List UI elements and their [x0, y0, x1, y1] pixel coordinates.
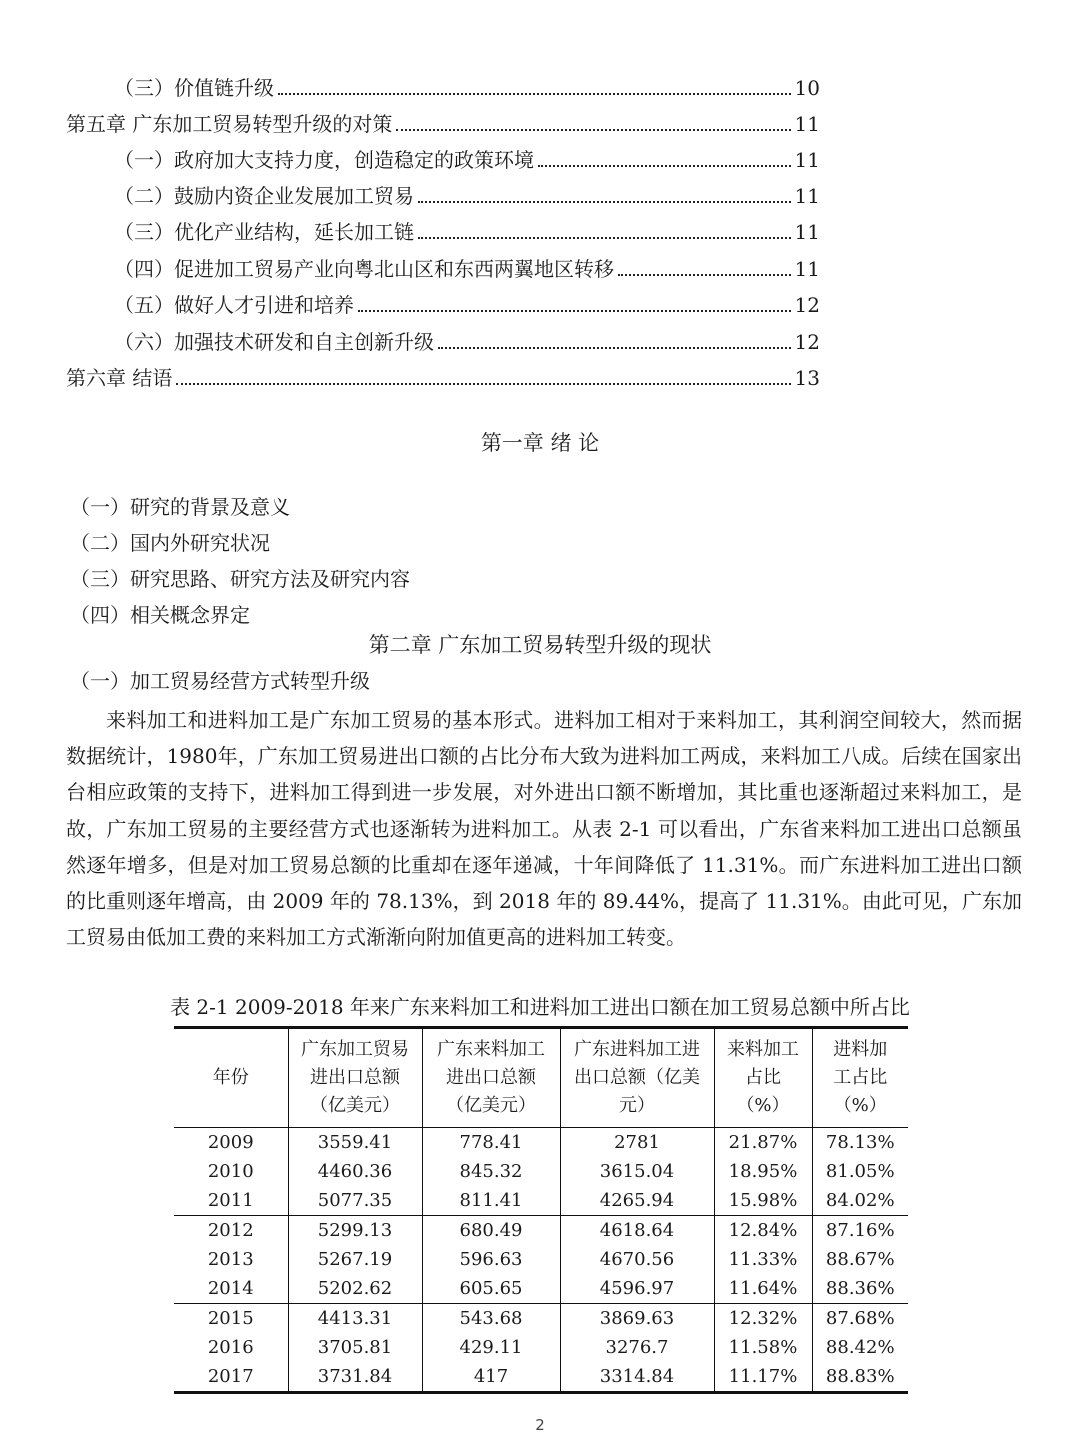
- toc-entry: [0, 108, 820, 138]
- table-cell: 4596.97: [560, 1274, 714, 1304]
- toc-entry-page: 11: [794, 257, 820, 281]
- chapter-1-title: 第一章 绪 论: [480, 431, 600, 455]
- chapter-1-section: （四）相关概念界定: [70, 603, 250, 627]
- table-cell: 2009: [207, 1132, 254, 1153]
- table-cell: 2017: [207, 1366, 254, 1387]
- toc-entry-label: （三）优化产业结构，延长加工链: [114, 220, 414, 244]
- table-cell: 88.83%: [812, 1362, 908, 1393]
- table-cell: 3705.81: [288, 1333, 422, 1362]
- table-cell: 18.95%: [714, 1157, 812, 1186]
- table-cell: 12.32%: [714, 1304, 812, 1334]
- toc-entry-page: 11: [794, 112, 820, 136]
- toc-entry-label: （一）政府加大支持力度，创造稳定的政策环境: [114, 148, 534, 172]
- table-row: [174, 1333, 908, 1362]
- table-cell: 3615.04: [560, 1157, 714, 1186]
- table-cell: 11.17%: [714, 1362, 812, 1393]
- table-cell: 417: [422, 1362, 560, 1393]
- table-cell: 78.13%: [812, 1128, 908, 1158]
- table-cell: 12.84%: [714, 1216, 812, 1246]
- table-cell: 5077.35: [288, 1186, 422, 1216]
- table-cell: 2011: [207, 1190, 254, 1211]
- toc-leader-dots: [358, 310, 791, 312]
- table-cell: 596.63: [422, 1245, 560, 1274]
- toc-leader-dots: [278, 93, 791, 95]
- table-cell: 4413.31: [288, 1304, 422, 1334]
- toc-entry: [0, 253, 820, 283]
- table-cell: 3276.7: [560, 1333, 714, 1362]
- table-cell: 680.49: [422, 1216, 560, 1246]
- page-number: 2: [535, 1416, 545, 1434]
- table-cell: 2014: [207, 1278, 254, 1299]
- table-header-cell: 广东来料加工进出口总额（亿美元）: [422, 1028, 560, 1128]
- table-row: [174, 1216, 908, 1246]
- table-row: [174, 1128, 908, 1158]
- toc-entry-page: 12: [794, 330, 820, 354]
- table-header-cell: 来料加工占比（%）: [714, 1028, 812, 1128]
- table-cell: 2012: [207, 1220, 254, 1241]
- table-cell: 88.42%: [812, 1333, 908, 1362]
- table-cell: 4670.56: [560, 1245, 714, 1274]
- table-cell: 778.41: [422, 1128, 560, 1158]
- table-cell: 811.41: [422, 1186, 560, 1216]
- chapter-2-title: 第二章 广东加工贸易转型升级的现状: [368, 633, 712, 657]
- table-cell: 2781: [560, 1128, 714, 1158]
- toc-entry-label: （三）价值链升级: [114, 76, 274, 100]
- table-cell: 11.33%: [714, 1245, 812, 1274]
- toc-entry-label: （五）做好人才引进和培养: [114, 293, 354, 317]
- table-cell: 2010: [207, 1161, 254, 1182]
- table-cell: 543.68: [422, 1304, 560, 1334]
- toc-entry-label: （二）鼓励内资企业发展加工贸易: [114, 184, 414, 208]
- table-cell: 21.87%: [714, 1128, 812, 1158]
- toc-entry-page: 12: [794, 293, 820, 317]
- toc-entry-page: 11: [794, 184, 820, 208]
- table-header-cell: 进料加工占比（%）: [812, 1028, 908, 1128]
- table-row: [174, 1186, 908, 1216]
- table-cell: 3314.84: [560, 1362, 714, 1393]
- toc-entry-page: 11: [794, 148, 820, 172]
- table-header-cell: 广东进料加工进出口总额（亿美元）: [560, 1028, 714, 1128]
- toc-leader-dots: [438, 347, 791, 349]
- table-cell: 11.64%: [714, 1274, 812, 1304]
- toc-leader-dots: [396, 129, 790, 131]
- toc-entry: [0, 362, 820, 392]
- table-cell: 3869.63: [560, 1304, 714, 1334]
- table-cell: 429.11: [422, 1333, 560, 1362]
- toc-entry-label: （四）促进加工贸易产业向粤北山区和东西两翼地区转移: [114, 257, 614, 281]
- table-cell: 4265.94: [560, 1186, 714, 1216]
- table-row: [174, 1362, 908, 1393]
- toc-leader-dots: [418, 201, 791, 203]
- table-row: [174, 1304, 908, 1334]
- chapter-1-section: （三）研究思路、研究方法及研究内容: [70, 567, 410, 591]
- body-paragraph: 来料加工和进料加工是广东加工贸易的基本形式。进料加工相对于来料加工，其利润空间较大，然而据数据统计，1980年，广东加工贸易进出口额的占比分布大致为进料加工两成，来料加工八成。后续在国家出台相应政策的支持下，进料加工得到进一步发展，对外进出口额不断增加，其比重也逐渐超过来料加工，是故，广东加工贸易的主要经营方式也逐渐转为进料加工。从表 2-1 可以看出，广东省来料加工进出口总额虽然逐年增多，但是对加工贸易总额的比重却在逐年递减，十年间降低了 11.31%。而广东进料加工进出口额的比重则逐年增高，由 2009 年的 78.13%，到 2018 年的 89.44%，提高了 11.31%。由此可见，广东加工贸易由低加工费的来料加工方式渐渐向附加值更高的进料加工转变。: [66, 708, 1022, 950]
- table-cell: 84.02%: [812, 1186, 908, 1216]
- toc-leader-dots: [618, 274, 791, 276]
- toc-entry-label: （六）加强技术研发和自主创新升级: [114, 330, 434, 354]
- table-cell: 81.05%: [812, 1157, 908, 1186]
- table-header-cell: 年份: [212, 1067, 249, 1088]
- table-caption: 表 2-1 2009-2018 年来广东来料加工和进料加工进出口额在加工贸易总额中所占比: [170, 995, 910, 1019]
- table-cell: 5267.19: [288, 1245, 422, 1274]
- table-cell: 2013: [207, 1249, 254, 1270]
- table-cell: 88.36%: [812, 1274, 908, 1304]
- toc-leader-dots: [538, 165, 791, 167]
- toc-entry: [0, 180, 820, 210]
- toc-leader-dots: [176, 383, 790, 385]
- chapter-1-section: （一）研究的背景及意义: [70, 495, 290, 519]
- toc-entry-page: 11: [794, 220, 820, 244]
- table-cell: 3731.84: [288, 1362, 422, 1393]
- table-cell: 2016: [207, 1337, 254, 1358]
- toc-entry: [0, 326, 820, 356]
- table-row: [174, 1245, 908, 1274]
- table-row: [174, 1157, 908, 1186]
- table-cell: 5202.62: [288, 1274, 422, 1304]
- table-cell: 2015: [207, 1308, 254, 1329]
- chapter-1-section: （二）国内外研究状况: [70, 531, 270, 555]
- table-cell: 87.68%: [812, 1304, 908, 1334]
- table-cell: 87.16%: [812, 1216, 908, 1246]
- table-header-row: [174, 1028, 908, 1128]
- table-cell: 88.67%: [812, 1245, 908, 1274]
- toc-entry-page: 13: [794, 366, 820, 390]
- data-table: [174, 1026, 908, 1394]
- toc-leader-dots: [418, 237, 791, 239]
- table-cell: 4460.36: [288, 1157, 422, 1186]
- table-cell: 11.58%: [714, 1333, 812, 1362]
- toc-entry-label: 第六章 结语: [66, 366, 173, 390]
- table-cell: 4618.64: [560, 1216, 714, 1246]
- table-cell: 3559.41: [288, 1128, 422, 1158]
- table-cell: 605.65: [422, 1274, 560, 1304]
- toc-entry: [0, 144, 820, 174]
- toc-entry: [0, 216, 820, 246]
- table-cell: 845.32: [422, 1157, 560, 1186]
- toc-entry-label: 第五章 广东加工贸易转型升级的对策: [66, 112, 393, 136]
- table-cell: 5299.13: [288, 1216, 422, 1246]
- chapter-2-section: （一）加工贸易经营方式转型升级: [70, 669, 370, 693]
- table-row: [174, 1274, 908, 1304]
- toc-entry-page: 10: [794, 76, 820, 100]
- toc-entry: [0, 72, 820, 102]
- table-header-cell: 广东加工贸易进出口总额（亿美元）: [288, 1028, 422, 1128]
- table-cell: 15.98%: [714, 1186, 812, 1216]
- toc-entry: [0, 289, 820, 319]
